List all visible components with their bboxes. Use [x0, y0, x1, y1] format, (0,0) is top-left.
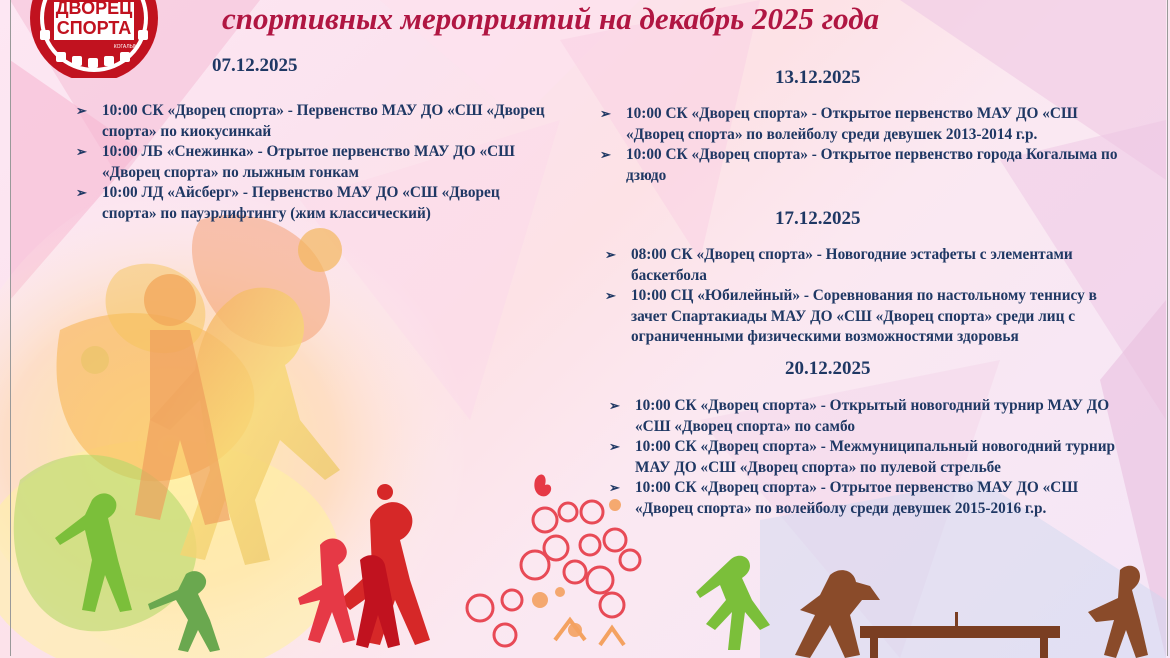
event-item: [609, 478, 1129, 519]
logo-text-line2: СПОРТА: [56, 18, 132, 38]
arrow-bullet-icon: ➢: [76, 144, 87, 160]
event-item: [76, 183, 546, 224]
arrow-bullet-icon: ➢: [609, 398, 620, 413]
logo-text-line1: ДВОРЕЦ: [55, 0, 133, 18]
date-heading: 07.12.2025: [212, 55, 298, 76]
event-text: 10:00 СК «Дворец спорта» - Открытый новогодний турнир МАУ ДО «СШ «Дворец спорта» по самбо: [635, 397, 1110, 435]
arrow-bullet-icon: ➢: [605, 247, 616, 262]
event-item: [600, 104, 1120, 145]
event-item: [76, 101, 546, 142]
arrow-bullet-icon: ➢: [605, 288, 616, 304]
date-heading: 13.12.2025: [775, 67, 861, 88]
event-text: 10:00 СК «Дворец спорта» - Первенство МАУ ДО «СШ «Дворец спорта» по киокусинкай: [102, 102, 545, 140]
event-item: [609, 437, 1129, 478]
event-list: [605, 245, 1135, 348]
event-list: [600, 104, 1120, 186]
arrow-bullet-icon: ➢: [609, 439, 620, 455]
dvorets-sporta-logo: [26, 0, 162, 78]
event-item: [76, 142, 546, 183]
logo-small-text: КОГАЛЫМ: [113, 44, 139, 50]
arrow-bullet-icon: ➢: [76, 103, 87, 118]
page-title: спортивных мероприятий на декабрь 2025 года: [222, 1, 880, 36]
date-heading: 17.12.2025: [775, 208, 861, 229]
arrow-bullet-icon: ➢: [609, 480, 620, 496]
event-text: 10:00 СК «Дворец спорта» - Открытое первенство МАУ ДО «СШ «Дворец спорта» по волейболу среди девушек 2013-2014 г.р.: [626, 105, 1078, 143]
event-item: [605, 286, 1135, 348]
event-text: 08:00 СК «Дворец спорта» - Новогодние эстафеты с элементами баскетбола: [631, 246, 1073, 284]
event-list: [609, 396, 1129, 520]
event-list: [76, 101, 546, 225]
event-item: [609, 396, 1129, 437]
event-item: [600, 145, 1120, 186]
date-heading: 20.12.2025: [785, 358, 871, 379]
event-text: 10:00 ЛБ «Снежинка» - Отрытое первенство МАУ ДО «СШ «Дворец спорта» по лыжным гонкам: [102, 143, 515, 181]
event-text: 10:00 СК «Дворец спорта» - Отрытое первенство МАУ ДО «СШ «Дворец спорта» по волейболу среди девушек 2015-2016 г.р.: [635, 479, 1079, 517]
event-text: 10:00 СК «Дворец спорта» - Открытое первенство города Когалыма по дзюдо: [626, 146, 1118, 184]
event-text: 10:00 СЦ «Юбилейный» - Соревнования по настольному теннису в зачет Спартакиады МАУ ДО «СШ «Дворец спорта» среди лиц с ограниченными физическими возможностями здоровья: [631, 287, 1097, 346]
arrow-bullet-icon: ➢: [76, 185, 87, 201]
arrow-bullet-icon: ➢: [600, 106, 611, 121]
event-text: 10:00 СК «Дворец спорта» - Межмуниципальный новогодний турнир МАУ ДО «СШ «Дворец спорта» по пулевой стрельбе: [635, 438, 1116, 476]
event-text: 10:00 ЛД «Айсберг» - Первенство МАУ ДО «СШ «Дворец спорта» по пауэрлифтингу (жим классический): [102, 184, 500, 222]
event-item: [605, 245, 1135, 286]
arrow-bullet-icon: ➢: [600, 147, 611, 163]
